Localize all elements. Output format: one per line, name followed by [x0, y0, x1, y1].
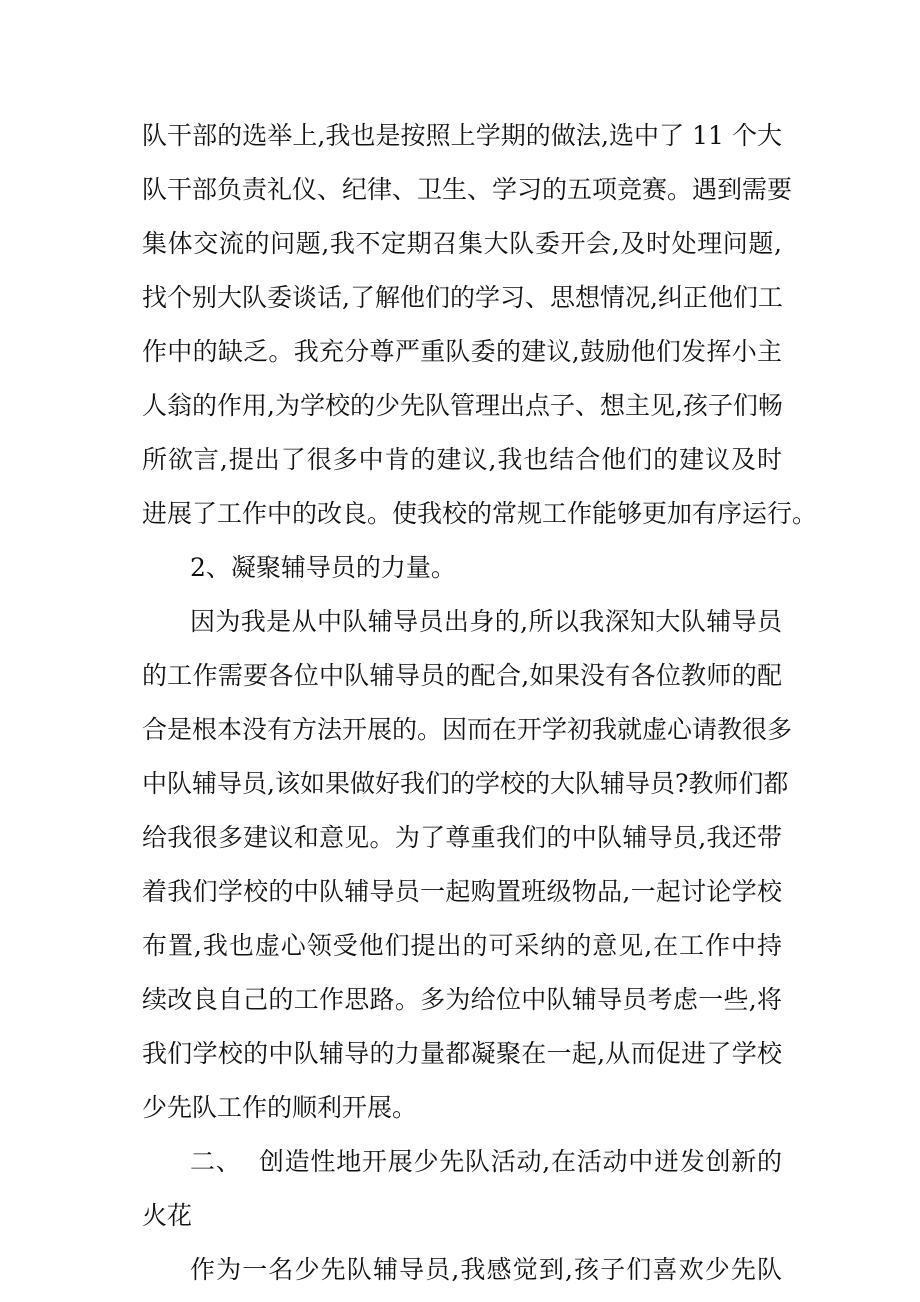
body-line: 少先队工作的顺利开展。	[142, 1093, 418, 1122]
section-heading: 2、凝聚辅导员的力量。	[190, 553, 456, 582]
chapter-heading-continuation: 火花	[142, 1201, 193, 1230]
body-line: 给我很多建议和意见。为了尊重我们的中队辅导员,我还带	[142, 823, 782, 852]
body-line: 着我们学校的中队辅导员一起购置班级物品,一起讨论学校	[142, 877, 782, 906]
body-line: 进展了工作中的改良。使我校的常规工作能够更加有序运行。	[142, 499, 818, 528]
body-line: 人翁的作用,为学校的少先队管理出点子、想主见,孩子们畅	[142, 391, 783, 420]
body-line: 合是根本没有方法开展的。因而在开学初我就虚心请教很多	[142, 715, 793, 744]
body-line: 集体交流的问题,我不定期召集大队委开会,及时处理问题,	[142, 229, 782, 258]
body-line: 队干部的选举上,我也是按照上学期的做法,选中了 11 个大	[142, 121, 782, 150]
chapter-heading: 二、 创造性地开展少先队活动,在活动中迸发创新的	[190, 1147, 782, 1176]
body-line: 布置,我也虚心领受他们提出的可采纳的意见,在工作中持	[142, 931, 782, 960]
body-line: 中队辅导员,该如果做好我们的学校的大队辅导员?教师们都	[142, 769, 789, 798]
body-line: 找个别大队委谈话,了解他们的学习、思想情况,纠正他们工	[142, 283, 783, 312]
body-line: 我们学校的中队辅导的力量都凝聚在一起,从而促进了学校	[142, 1039, 782, 1068]
body-line: 因为我是从中队辅导员出身的,所以我深知大队辅导员	[190, 607, 782, 636]
body-line: 作为一名少先队辅导员,我感觉到,孩子们喜欢少先队	[190, 1255, 782, 1284]
body-line: 作中的缺乏。我充分尊严重队委的建议,鼓励他们发挥小主	[142, 337, 782, 366]
body-line: 队干部负责礼仪、纪律、卫生、学习的五项竞赛。遇到需要	[142, 175, 793, 204]
body-line: 续改良自己的工作思路。多为给位中队辅导员考虑一些,将	[142, 985, 782, 1014]
body-line: 的工作需要各位中队辅导员的配合,如果没有各位教师的配	[142, 661, 782, 690]
body-line: 所欲言,提出了很多中肯的建议,我也结合他们的建议及时	[142, 445, 782, 474]
